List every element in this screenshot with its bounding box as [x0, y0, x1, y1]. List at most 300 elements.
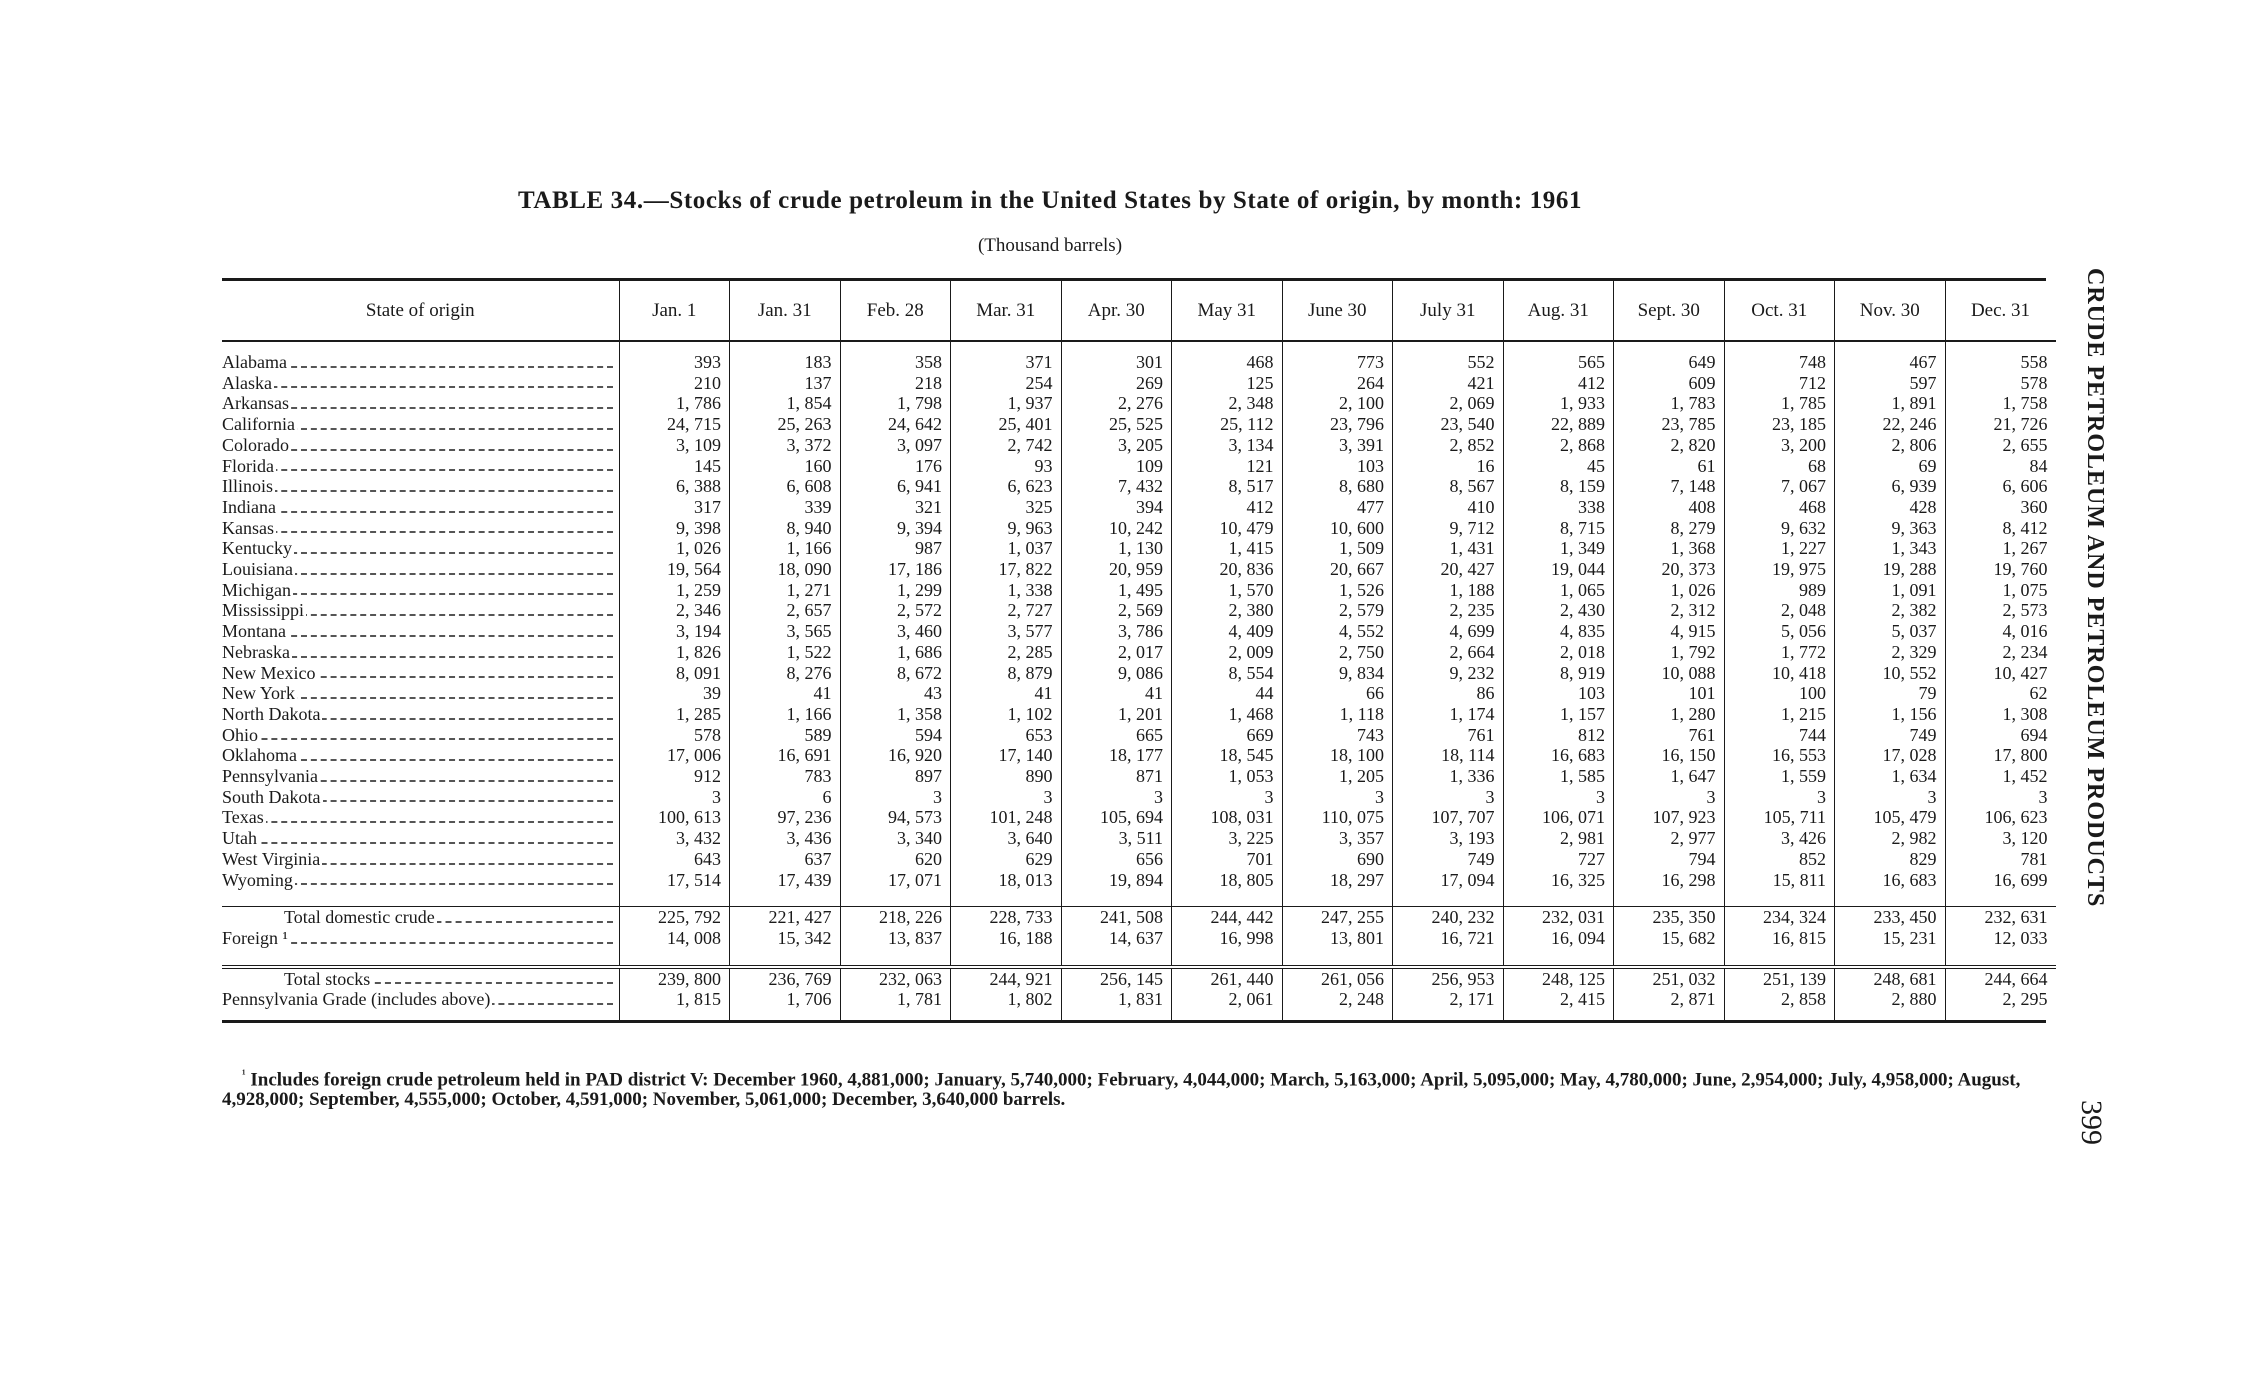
- table-cell: 2, 346: [619, 600, 730, 621]
- table-cell: 261, 440: [1172, 967, 1283, 990]
- row-label: [222, 683, 619, 704]
- table-cell: 2, 806: [1835, 435, 1946, 456]
- table-cell: 4, 835: [1503, 621, 1614, 642]
- table-cell: 241, 508: [1061, 907, 1172, 928]
- table-cell: 3: [1945, 787, 2056, 808]
- table-cell: 4, 552: [1282, 621, 1393, 642]
- table-row: [222, 373, 2056, 394]
- table-row: [222, 476, 2056, 497]
- table-cell: 16, 683: [1503, 745, 1614, 766]
- table-cell: 256, 953: [1393, 967, 1504, 990]
- table-cell: 16, 691: [730, 745, 841, 766]
- spacer-cell: [1061, 949, 1172, 967]
- table-cell: 744: [1724, 725, 1835, 746]
- table-cell: 3, 460: [840, 621, 951, 642]
- table-cell: 8, 715: [1503, 518, 1614, 539]
- table-row: [222, 538, 2056, 559]
- table-cell: 1, 227: [1724, 538, 1835, 559]
- table-cell: 19, 894: [1061, 870, 1172, 891]
- table-cell: 15, 342: [730, 928, 841, 949]
- row-label: [222, 828, 619, 849]
- row-label-text: New York: [222, 683, 296, 704]
- column-header-month: June 30: [1282, 281, 1393, 341]
- table-cell: 912: [619, 766, 730, 787]
- table-cell: 3, 436: [730, 828, 841, 849]
- table-cell: 749: [1835, 725, 1946, 746]
- table-cell: 16: [1393, 456, 1504, 477]
- table-cell: 235, 350: [1614, 907, 1725, 928]
- table-cell: 236, 769: [730, 967, 841, 990]
- table-cell: 6, 623: [951, 476, 1062, 497]
- table-cell: 9, 963: [951, 518, 1062, 539]
- row-label-text: Montana: [222, 621, 286, 642]
- table-cell: 690: [1282, 849, 1393, 870]
- table-cell: 3: [1503, 787, 1614, 808]
- table-cell: 594: [840, 725, 951, 746]
- table-cell: 1, 585: [1503, 766, 1614, 787]
- row-label-text: Oklahoma: [222, 745, 297, 766]
- spacer-cell: [1614, 949, 1725, 967]
- table-cell: 16, 298: [1614, 870, 1725, 891]
- table-cell: 1, 431: [1393, 538, 1504, 559]
- table-cell: 5, 056: [1724, 621, 1835, 642]
- table-cell: 2, 657: [730, 600, 841, 621]
- table-cell: 3: [1614, 787, 1725, 808]
- table-cell: 256, 145: [1061, 967, 1172, 990]
- table-cell: 1, 343: [1835, 538, 1946, 559]
- table-cell: 25, 525: [1061, 414, 1172, 435]
- table-cell: 1, 937: [951, 393, 1062, 414]
- table-cell: 3, 511: [1061, 828, 1172, 849]
- table-cell: 9, 086: [1061, 663, 1172, 684]
- table-cell: 18, 100: [1282, 745, 1393, 766]
- table-cell: 232, 631: [1945, 907, 2056, 928]
- table-cell: 10, 479: [1172, 518, 1283, 539]
- table-row: [222, 766, 2056, 787]
- table-cell: 15, 811: [1724, 870, 1835, 891]
- table-row: [222, 807, 2056, 828]
- spacer-cell: [1945, 890, 2056, 907]
- table-row: [222, 435, 2056, 456]
- row-label: [222, 393, 619, 414]
- table-cell: 247, 255: [1282, 907, 1393, 928]
- row-label-text: Arkansas: [222, 393, 289, 414]
- table-cell: 890: [951, 766, 1062, 787]
- table-cell: 107, 707: [1393, 807, 1504, 828]
- row-label-text: California: [222, 414, 295, 435]
- table-cell: 21, 726: [1945, 414, 2056, 435]
- table-cell: 2, 820: [1614, 435, 1725, 456]
- table-cell: 137: [730, 373, 841, 394]
- table-cell: 105, 694: [1061, 807, 1172, 828]
- spacer-cell: [619, 341, 730, 352]
- column-header-month: Mar. 31: [951, 281, 1062, 341]
- row-label-text: Illinois: [222, 476, 274, 497]
- table-cell: 18, 013: [951, 870, 1062, 891]
- table-cell: 871: [1061, 766, 1172, 787]
- table-cell: 412: [1172, 497, 1283, 518]
- row-label: [222, 807, 619, 828]
- table-cell: 17, 071: [840, 870, 951, 891]
- row-label: [222, 518, 619, 539]
- table-cell: 2, 727: [951, 600, 1062, 621]
- table-cell: 1, 166: [730, 704, 841, 725]
- table-cell: 421: [1393, 373, 1504, 394]
- table-cell: 761: [1614, 725, 1725, 746]
- table-cell: 41: [730, 683, 841, 704]
- table-cell: 1, 188: [1393, 580, 1504, 601]
- row-label: [222, 559, 619, 580]
- footnote: [222, 1064, 2052, 1110]
- table-cell: 3, 109: [619, 435, 730, 456]
- table-cell: 2, 100: [1282, 393, 1393, 414]
- table-cell: 4, 409: [1172, 621, 1283, 642]
- table-cell: 3, 194: [619, 621, 730, 642]
- table-cell: 428: [1835, 497, 1946, 518]
- column-header-month: Jan. 1: [619, 281, 730, 341]
- row-label: [222, 476, 619, 497]
- table-cell: 1, 495: [1061, 580, 1172, 601]
- table-cell: 106, 071: [1503, 807, 1614, 828]
- table-cell: 4, 915: [1614, 621, 1725, 642]
- table-cell: 477: [1282, 497, 1393, 518]
- table-cell: 1, 102: [951, 704, 1062, 725]
- table-cell: 358: [840, 352, 951, 373]
- table-cell: 1, 706: [730, 989, 841, 1010]
- table-cell: 3, 640: [951, 828, 1062, 849]
- table-cell: 14, 008: [619, 928, 730, 949]
- table-cell: 240, 232: [1393, 907, 1504, 928]
- table-row: [222, 745, 2056, 766]
- table-cell: 17, 800: [1945, 745, 2056, 766]
- table-cell: 24, 715: [619, 414, 730, 435]
- table-cell: 467: [1835, 352, 1946, 373]
- table-cell: 3, 225: [1172, 828, 1283, 849]
- table-cell: 2, 069: [1393, 393, 1504, 414]
- spacer-cell: [1945, 341, 2056, 352]
- column-header-month: Feb. 28: [840, 281, 951, 341]
- table-cell: 748: [1724, 352, 1835, 373]
- row-label: [222, 704, 619, 725]
- table-cell: 1, 526: [1282, 580, 1393, 601]
- row-label-text: New Mexico: [222, 662, 316, 683]
- row-label: [222, 621, 619, 642]
- table-cell: 578: [1945, 373, 2056, 394]
- table-cell: 1, 786: [619, 393, 730, 414]
- table-cell: 103: [1503, 683, 1614, 704]
- table-cell: 339: [730, 497, 841, 518]
- table-cell: 3, 193: [1393, 828, 1504, 849]
- table-cell: 2, 430: [1503, 600, 1614, 621]
- table-cell: 10, 418: [1724, 663, 1835, 684]
- table-cell: 145: [619, 456, 730, 477]
- table-cell: 3, 097: [840, 435, 951, 456]
- table-cell: 232, 063: [840, 967, 951, 990]
- row-label-text: Utah: [222, 828, 257, 849]
- table-cell: 3, 200: [1724, 435, 1835, 456]
- table-cell: 66: [1282, 683, 1393, 704]
- table-cell: 19, 288: [1835, 559, 1946, 580]
- table-cell: 264: [1282, 373, 1393, 394]
- table-cell: 8, 672: [840, 663, 951, 684]
- table-cell: 1, 781: [840, 989, 951, 1010]
- row-label: [222, 725, 619, 746]
- table-cell: 183: [730, 352, 841, 373]
- table-cell: 665: [1061, 725, 1172, 746]
- table-cell: 701: [1172, 849, 1283, 870]
- row-label-text: Indiana: [222, 496, 276, 517]
- spacer-cell: [1835, 1010, 1946, 1020]
- table-cell: 16, 815: [1724, 928, 1835, 949]
- table-cell: 251, 032: [1614, 967, 1725, 990]
- table-cell: 17, 028: [1835, 745, 1946, 766]
- table-cell: 301: [1061, 352, 1172, 373]
- row-label: [222, 373, 619, 394]
- table-cell: 16, 683: [1835, 870, 1946, 891]
- column-header-month: Sept. 30: [1614, 281, 1725, 341]
- table-cell: 773: [1282, 352, 1393, 373]
- footnote-marker: ¹: [242, 1067, 246, 1081]
- table-cell: 23, 185: [1724, 414, 1835, 435]
- table-cell: 7, 148: [1614, 476, 1725, 497]
- row-label: [222, 849, 619, 870]
- row-label-text: Alabama: [222, 352, 287, 372]
- table-cell: 649: [1614, 352, 1725, 373]
- table-cell: 25, 112: [1172, 414, 1283, 435]
- table-cell: 620: [840, 849, 951, 870]
- table-cell: 468: [1724, 497, 1835, 518]
- table-cell: 8, 412: [1945, 518, 2056, 539]
- table-cell: 8, 567: [1393, 476, 1504, 497]
- table-cell: 317: [619, 497, 730, 518]
- table-cell: 1, 826: [619, 642, 730, 663]
- table-cell: 629: [951, 849, 1062, 870]
- table-cell: 2, 171: [1393, 989, 1504, 1010]
- table-cell: 2, 009: [1172, 642, 1283, 663]
- row-label: [222, 352, 619, 373]
- table-cell: 18, 545: [1172, 745, 1283, 766]
- table-cell: 239, 800: [619, 967, 730, 990]
- table-cell: 6, 608: [730, 476, 841, 497]
- table-cell: 1, 075: [1945, 580, 2056, 601]
- table-cell: 2, 382: [1835, 600, 1946, 621]
- table-cell: 18, 177: [1061, 745, 1172, 766]
- table-cell: 20, 373: [1614, 559, 1725, 580]
- table-subtitle: (Thousand barrels): [977, 235, 1123, 256]
- table-cell: 1, 758: [1945, 393, 2056, 414]
- table-cell: 2, 871: [1614, 989, 1725, 1010]
- row-label: [222, 928, 619, 949]
- table-cell: 1, 026: [619, 538, 730, 559]
- table-cell: 394: [1061, 497, 1172, 518]
- table-cell: 19, 564: [619, 559, 730, 580]
- table-cell: 1, 201: [1061, 704, 1172, 725]
- table-cell: 597: [1835, 373, 1946, 394]
- spacer-cell: [1503, 1010, 1614, 1020]
- table-cell: 3: [1835, 787, 1946, 808]
- row-label-text: Florida: [222, 455, 274, 476]
- table-cell: 3, 340: [840, 828, 951, 849]
- table-cell: 2, 234: [1945, 642, 2056, 663]
- table-cell: 8, 517: [1172, 476, 1283, 497]
- spacer-cell: [730, 341, 841, 352]
- spacer-cell: [1945, 1010, 2056, 1020]
- table-cell: 1, 215: [1724, 704, 1835, 725]
- table-header-row: [222, 281, 2056, 341]
- table-cell: 1, 259: [619, 580, 730, 601]
- row-label: [222, 907, 619, 928]
- table-cell: 17, 186: [840, 559, 951, 580]
- table-cell: 23, 796: [1282, 414, 1393, 435]
- table-cell: 1, 783: [1614, 393, 1725, 414]
- table-cell: 16, 699: [1945, 870, 2056, 891]
- table-cell: 2, 312: [1614, 600, 1725, 621]
- table-cell: 20, 427: [1393, 559, 1504, 580]
- row-label-text: Pennsylvania: [222, 766, 318, 787]
- table-cell: 669: [1172, 725, 1283, 746]
- table-row: [222, 704, 2056, 725]
- table-cell: 1, 802: [951, 989, 1062, 1010]
- table-cell: 2, 880: [1835, 989, 1946, 1010]
- table-cell: 3, 391: [1282, 435, 1393, 456]
- table-cell: 2, 852: [1393, 435, 1504, 456]
- row-label-text: Alaska: [222, 372, 272, 393]
- table-cell: 989: [1724, 580, 1835, 601]
- table-cell: 16, 325: [1503, 870, 1614, 891]
- table-cell: 86: [1393, 683, 1504, 704]
- table-cell: 9, 834: [1282, 663, 1393, 684]
- spacer-cell: [1061, 890, 1172, 907]
- row-label: [222, 414, 619, 435]
- table-cell: 1, 415: [1172, 538, 1283, 559]
- table-cell: 4, 699: [1393, 621, 1504, 642]
- table-cell: 408: [1614, 497, 1725, 518]
- spacer-cell: [1172, 890, 1283, 907]
- spacer-cell: [1061, 341, 1172, 352]
- spacer-cell: [730, 890, 841, 907]
- spacer-cell: [840, 341, 951, 352]
- table-cell: 101, 248: [951, 807, 1062, 828]
- table-cell: 3, 134: [1172, 435, 1283, 456]
- row-label-text: Pennsylvania Grade (includes above): [222, 989, 491, 1010]
- table-cell: 2, 655: [1945, 435, 2056, 456]
- table-cell: 783: [730, 766, 841, 787]
- table-cell: 3: [840, 787, 951, 808]
- row-label-text: Mississippi: [222, 600, 305, 621]
- table-cell: 97, 236: [730, 807, 841, 828]
- row-label: [222, 456, 619, 477]
- spacer-cell: [1614, 890, 1725, 907]
- table-cell: 9, 394: [840, 518, 951, 539]
- table-cell: 25, 401: [951, 414, 1062, 435]
- table-row: [222, 456, 2056, 477]
- table-row: [222, 414, 2056, 435]
- table-cell: 637: [730, 849, 841, 870]
- row-label-text: Kentucky: [222, 538, 292, 559]
- table-cell: 244, 921: [951, 967, 1062, 990]
- table-cell: 761: [1393, 725, 1504, 746]
- table-cell: 100: [1724, 683, 1835, 704]
- table-cell: 3, 357: [1282, 828, 1393, 849]
- spacer-cell: [1393, 949, 1504, 967]
- table-cell: 218, 226: [840, 907, 951, 928]
- table-cell: 19, 760: [1945, 559, 2056, 580]
- table-cell: 62: [1945, 683, 2056, 704]
- table-row: [222, 828, 2056, 849]
- spacer-cell: [840, 890, 951, 907]
- table-cell: 3, 786: [1061, 621, 1172, 642]
- table-cell: 812: [1503, 725, 1614, 746]
- row-label-text: Kansas: [222, 517, 274, 538]
- spacer-cell: [619, 890, 730, 907]
- column-header-month: Nov. 30: [1835, 281, 1946, 341]
- table-cell: 101: [1614, 683, 1725, 704]
- table-cell: 2, 061: [1172, 989, 1283, 1010]
- table-cell: 18, 090: [730, 559, 841, 580]
- spacer-cell: [1724, 949, 1835, 967]
- table-cell: 781: [1945, 849, 2056, 870]
- spacer-cell: [1172, 949, 1283, 967]
- table-cell: 2, 348: [1172, 393, 1283, 414]
- table-cell: 23, 540: [1393, 414, 1504, 435]
- spacer-cell: [222, 341, 619, 352]
- table-cell: 13, 837: [840, 928, 951, 949]
- table-cell: 3: [1393, 787, 1504, 808]
- table-cell: 1, 831: [1061, 989, 1172, 1010]
- table-cell: 712: [1724, 373, 1835, 394]
- table-cell: 1, 285: [619, 704, 730, 725]
- table-cell: 2, 573: [1945, 600, 2056, 621]
- table-cell: 1, 280: [1614, 704, 1725, 725]
- spacer-cell: [951, 949, 1062, 967]
- table-cell: 218: [840, 373, 951, 394]
- stocks-table-container: [222, 278, 2046, 1023]
- table-cell: 16, 188: [951, 928, 1062, 949]
- table-cell: 1, 157: [1503, 704, 1614, 725]
- table-cell: 3: [1724, 787, 1835, 808]
- table-cell: 1, 854: [730, 393, 841, 414]
- table-cell: 2, 858: [1724, 989, 1835, 1010]
- table-cell: 393: [619, 352, 730, 373]
- table-body: [222, 341, 2056, 1020]
- table-cell: 2, 248: [1282, 989, 1393, 1010]
- table-cell: 43: [840, 683, 951, 704]
- table-cell: 17, 140: [951, 745, 1062, 766]
- table-row: [222, 559, 2056, 580]
- row-label-text: Total domestic crude: [284, 907, 435, 928]
- table-cell: 41: [951, 683, 1062, 704]
- table-cell: 609: [1614, 373, 1725, 394]
- table-cell: 371: [951, 352, 1062, 373]
- table-cell: 852: [1724, 849, 1835, 870]
- table-cell: 110, 075: [1282, 807, 1393, 828]
- spacer-cell: [1835, 341, 1946, 352]
- row-label-text: Total stocks: [284, 968, 371, 989]
- table-cell: 2, 285: [951, 642, 1062, 663]
- table-cell: 9, 398: [619, 518, 730, 539]
- table-cell: 3, 372: [730, 435, 841, 456]
- spacer-cell: [1503, 949, 1614, 967]
- table-cell: 2, 329: [1835, 642, 1946, 663]
- row-label: [222, 787, 619, 808]
- side-running-head: CRUDE PETROLEUM AND PETROLEUM PRODUCTS: [2082, 268, 2108, 908]
- table-cell: 8, 940: [730, 518, 841, 539]
- table-cell: 1, 166: [730, 538, 841, 559]
- column-header-month: July 31: [1393, 281, 1504, 341]
- spacer-cell: [222, 1010, 619, 1020]
- spacer-cell: [1835, 890, 1946, 907]
- table-cell: 45: [1503, 456, 1614, 477]
